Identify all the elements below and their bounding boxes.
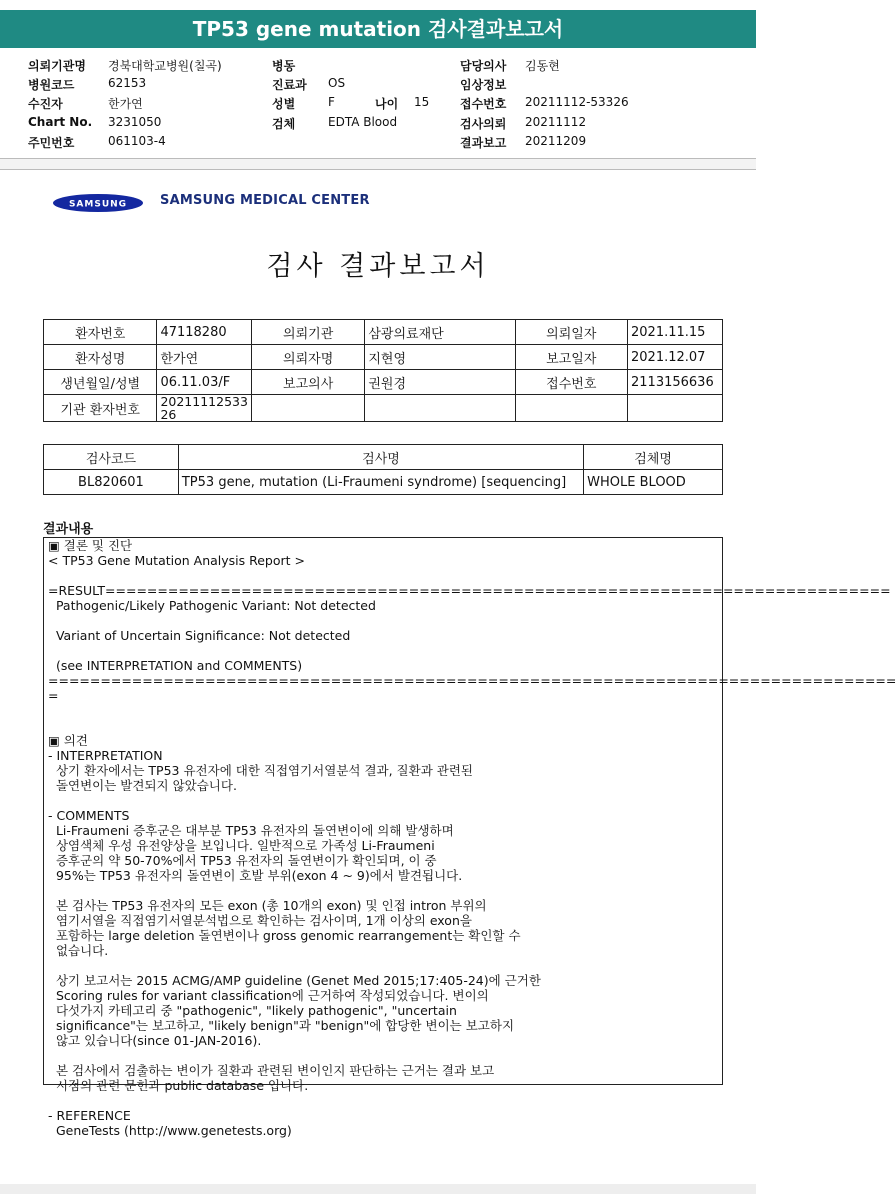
result-line: 않고 있습니다(since 01-JAN-2016). bbox=[48, 1033, 262, 1048]
column-header: 검체명 bbox=[584, 445, 723, 470]
result-line bbox=[44, 958, 722, 973]
report-date-label: 결과보고 bbox=[460, 136, 507, 150]
result-line: 돌연변이는 발견되지 않았습니다. bbox=[48, 778, 237, 793]
chart-label: Chart No. bbox=[28, 115, 93, 129]
age-value: 15 bbox=[414, 95, 430, 109]
result-line bbox=[44, 643, 722, 658]
table-row bbox=[44, 345, 723, 370]
cell-label: 의뢰기관 bbox=[251, 320, 364, 345]
table-row bbox=[44, 320, 723, 345]
resident-label: 주민번호 bbox=[28, 136, 75, 150]
table-row bbox=[44, 470, 723, 495]
report-header bbox=[0, 54, 756, 152]
clinical-label: 임상정보 bbox=[460, 78, 507, 92]
result-line: 상기 보고서는 2015 ACMG/AMP guideline (Genet Med 2015;17:405-24)에 근거한 bbox=[48, 973, 541, 988]
sex-label: 성별 bbox=[272, 97, 296, 111]
specimen-name: WHOLE BLOOD bbox=[584, 470, 723, 495]
patient-info-table bbox=[43, 319, 723, 422]
result-line: 포함하는 large deletion 돌연변이나 gross genomic rearrangement는 확인할 수 bbox=[48, 928, 521, 943]
result-line: Scoring rules for variant classification에 근거하여 작성되었습니다. 변이의 bbox=[48, 988, 489, 1003]
logo-badge-text: SAMSUNG bbox=[68, 199, 128, 210]
report-title: TP53 gene mutation 검사결과보고서 bbox=[0, 10, 756, 48]
result-line bbox=[44, 883, 722, 898]
specimen-value: EDTA Blood bbox=[328, 115, 398, 129]
cell-value: 2113156636 bbox=[628, 370, 723, 395]
result-line: 본 검사는 TP53 유전자의 모든 exon (총 10개의 exon) 및 인접 intron 부위의 bbox=[48, 898, 487, 913]
cell-value: 2021.12.07 bbox=[628, 345, 723, 370]
cell-value bbox=[157, 395, 251, 422]
sex-value: F bbox=[328, 95, 335, 109]
result-line: Li-Fraumeni 증후군은 대부분 TP53 유전자의 돌연변이에 의해 발생하며 bbox=[48, 823, 454, 838]
result-line: 증후군의 약 50-70%에서 TP53 유전자의 돌연변이가 확인되며, 이 중 bbox=[48, 853, 437, 868]
cell-empty bbox=[515, 395, 627, 422]
cell-label: 보고의사 bbox=[251, 370, 364, 395]
test-code: BL820601 bbox=[44, 470, 179, 495]
result-line: - COMMENTS bbox=[48, 808, 130, 823]
cell-label: 의뢰일자 bbox=[515, 320, 627, 345]
cell-label: 생년월일/성별 bbox=[44, 370, 157, 395]
receipt-label: 접수번호 bbox=[460, 97, 507, 111]
result-line bbox=[44, 718, 722, 733]
result-line bbox=[44, 1093, 722, 1108]
result-line: - INTERPRETATION bbox=[48, 748, 163, 763]
hospital-label: 의뢰기관명 bbox=[28, 59, 86, 73]
result-line: 상기 환자에서는 TP53 유전자에 대한 직접염기서열분석 결과, 질환과 관련된 bbox=[48, 763, 473, 778]
dept-value: OS bbox=[328, 76, 346, 90]
result-line: Variant of Uncertain Significance: Not detected bbox=[48, 628, 351, 643]
result-line: 시점의 관련 문헌과 public database 입니다. bbox=[48, 1078, 309, 1093]
patient-label: 수진자 bbox=[28, 97, 63, 111]
header-separator bbox=[0, 158, 756, 170]
test-name: TP53 gene, mutation (Li-Fraumeni syndrome) [sequencing] bbox=[178, 470, 583, 495]
cell-empty bbox=[251, 395, 364, 422]
result-line bbox=[44, 1048, 722, 1063]
cell-label: 기관 환자번호 bbox=[44, 395, 157, 422]
cell-empty bbox=[628, 395, 723, 422]
result-line: = bbox=[48, 688, 59, 703]
result-section-label: 결과내용 bbox=[43, 522, 94, 537]
cell-value-line: 20211112533 bbox=[160, 394, 248, 409]
cell-value: 06.11.03/F bbox=[157, 370, 251, 395]
chart-value: 3231050 bbox=[108, 115, 162, 129]
result-line: Pathogenic/Likely Pathogenic Variant: Not detected bbox=[48, 598, 376, 613]
column-header: 검사명 bbox=[178, 445, 583, 470]
result-line: ================================================================================= bbox=[48, 673, 896, 688]
result-line: < TP53 Gene Mutation Analysis Report > bbox=[48, 553, 306, 568]
cell-value: 삼광의료재단 bbox=[365, 320, 515, 345]
test-table bbox=[43, 444, 723, 495]
cell-value: 2021.11.15 bbox=[628, 320, 723, 345]
result-line: ▣ 의견 bbox=[48, 733, 88, 748]
table-row bbox=[44, 395, 723, 422]
cell-value: 47118280 bbox=[157, 320, 251, 345]
hospital-code-value: 62153 bbox=[108, 76, 147, 90]
hospital-value: 경북대학교병원(칠곡) bbox=[108, 59, 222, 73]
cell-label: 보고일자 bbox=[515, 345, 627, 370]
result-line: significance"는 보고하고, "likely benign"과 "benign"에 합당한 변이는 보고하지 bbox=[48, 1018, 515, 1033]
result-line: GeneTests (http://www.genetests.org) bbox=[48, 1123, 292, 1138]
report-date-value: 20211209 bbox=[525, 134, 587, 148]
result-line bbox=[44, 793, 722, 808]
result-line: 본 검사에서 검출하는 변이가 질환과 관련된 변이인지 판단하는 근거는 결과 보고 bbox=[48, 1063, 495, 1078]
age-label: 나이 bbox=[375, 97, 399, 111]
result-line: 염기서열을 직접염기서열분석법으로 확인하는 검사이며, 1개 이상의 exon을 bbox=[48, 913, 472, 928]
result-line: ▣ 결론 및 진단 bbox=[48, 538, 133, 553]
result-line: 95%는 TP53 유전자의 돌연변이 호발 부위(exon 4 ~ 9)에서 발견됩니다. bbox=[48, 868, 463, 883]
result-line: 없습니다. bbox=[48, 943, 109, 958]
doctor-value: 김동현 bbox=[525, 59, 560, 73]
hospital-logo-name: SAMSUNG MEDICAL CENTER bbox=[160, 193, 370, 208]
column-header: 검사코드 bbox=[44, 445, 179, 470]
doctor-label: 담당의사 bbox=[460, 59, 507, 73]
result-line bbox=[44, 703, 722, 718]
cell-label: 의뢰자명 bbox=[251, 345, 364, 370]
result-line bbox=[44, 568, 722, 583]
result-line: 다섯가지 카테고리 중 "pathogenic", "likely pathogenic", "uncertain bbox=[48, 1003, 457, 1018]
result-line: =RESULT=========================================================================== bbox=[48, 583, 891, 598]
request-label: 검사의뢰 bbox=[460, 117, 507, 131]
table-row bbox=[44, 370, 723, 395]
cell-empty bbox=[365, 395, 515, 422]
cell-value: 권원경 bbox=[365, 370, 515, 395]
result-line: 상염색체 우성 유전양상을 보입니다. 일반적으로 가족성 Li-Fraumeni bbox=[48, 838, 435, 853]
footer-bar bbox=[0, 1184, 756, 1194]
patient-value: 한가연 bbox=[108, 97, 143, 111]
result-line: (see INTERPRETATION and COMMENTS) bbox=[48, 658, 303, 673]
document-title: 검사 결과보고서 bbox=[266, 251, 490, 282]
cell-value-line: 26 bbox=[160, 407, 177, 422]
result-line: - REFERENCE bbox=[48, 1108, 131, 1123]
hospital-code-label: 병원코드 bbox=[28, 78, 75, 92]
cell-value: 한가연 bbox=[157, 345, 251, 370]
cell-label: 환자성명 bbox=[44, 345, 157, 370]
specimen-label: 검체 bbox=[272, 117, 296, 131]
cell-label: 접수번호 bbox=[515, 370, 627, 395]
receipt-value: 20211112-53326 bbox=[525, 95, 629, 109]
cell-label: 환자번호 bbox=[44, 320, 157, 345]
resident-value: 061103-4 bbox=[108, 134, 166, 148]
request-value: 20211112 bbox=[525, 115, 587, 129]
ward-label: 병동 bbox=[272, 59, 296, 73]
table-header-row bbox=[44, 445, 723, 470]
cell-value: 지현영 bbox=[365, 345, 515, 370]
result-line bbox=[44, 613, 722, 628]
samsung-logo bbox=[52, 193, 144, 213]
result-content bbox=[43, 537, 896, 1138]
dept-label: 진료과 bbox=[272, 78, 307, 92]
